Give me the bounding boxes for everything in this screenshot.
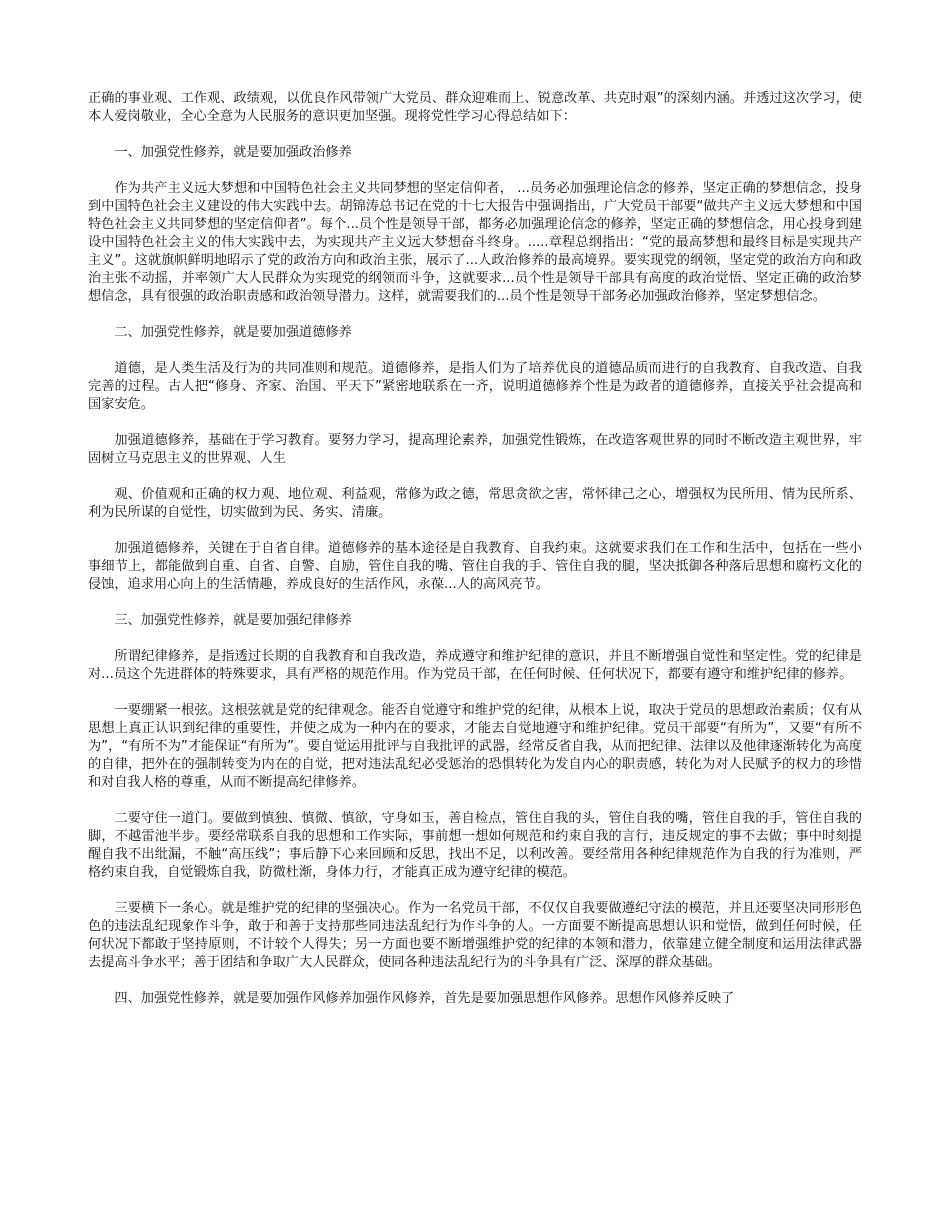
paragraph-gap [88,468,862,486]
body-paragraph: 一要绷紧一根弦。这根弦就是党的纪律观念。能否自觉遵守和维护党的纪律，从根本上说，取决于党员的思想政治素质；仅有从思想上真正认识到纪律的重要性，并使之成为一种内在的要求，才能去自觉地遵守和维护纪律。党员干部要“有所为”，又要“有所不为”，“有所不为”才能保证“有所为”。要自觉运用批评与自我批评的武器，经常反省自我，从而把纪律、法律以及他律逐渐转化为高度的自律，把外在的强制转变为内在的自觉，把对违法乱纪必受惩治的恐惧转化为发自内心的职责感，转化为对人民赋予的权力的珍惜和对自我人格的尊重，从而不断提高纪律修养。 [88,703,862,790]
body-paragraph: 三要横下一条心。就是维护党的纪律的坚强决心。作为一名党员干部，不仅仅自我要做遵纪守法的模范，并且还要坚决同形形色色的违法乱纪现象作斗争，敢于和善于支持那些同违法乱纪行为作斗争的人。一方面要不断提高思想认识和觉悟，做到任何时候，任何状况下都敢于坚持原则，不计较个人得失；另一方面也要不断增强维护党的纪律的本领和潜力，依靠建立健全制度和运用法律武器去提高斗争水平；善于团结和争取广大人民群众，使同各种违法乱纪行为的斗争具有广泛、深厚的群众基础。 [88,901,862,970]
paragraph-gap [88,162,862,180]
section-heading-3: 三、加强党性修养，就是要加强纪律修养 [114,613,352,628]
paragraph-gap [88,414,862,432]
body-paragraph: 二要守住一道门。要做到慎独、慎微、慎欲，守身如玉，善自检点，管住自我的头，管住自我的嘴，管住自我的手，管住自我的脚，不越雷池半步。要经常联系自我的思想和工作实际，事前想一想如何规范和约束自我的言行，违反规定的事不去做；事中时刻提醒自我不出纰漏，不触“高压线”；事后静下心来回顾和反思，找出不足，以利改善。要经常用各种纪律规范作为自我的行为准则，严格约束自我，自觉锻炼自我，防微杜渐，身体力行，才能真正成为遵守纪律的模范。 [88,811,862,880]
paragraph-gap [88,630,862,648]
body-paragraph: 道德，是人类生活及行为的共同准则和规范。道德修养，是指人们为了培养优良的道德品质而进行的自我教育、自我改造、自我完善的过程。古人把“修身、齐家、治国、平天下”紧密地联系在一齐，说明道德修养个性是为政者的道德修养，直接关乎社会提高和国家安危。 [88,361,862,412]
section-heading-1: 一、加强党性修养，就是要加强政治修养 [114,145,352,160]
paragraph-gap [88,882,862,900]
paragraph-gap [88,126,862,144]
paragraph-gap [88,522,862,540]
body-paragraph: 四、加强党性修养，就是要加强作风修养加强作风修养，首先是要加强思想作风修养。思想作风修养反映了 [114,991,735,1006]
paragraph-gap [88,792,862,810]
body-paragraph: 加强道德修养，关键在于自省自律。道德修养的基本途径是自我教育、自我约束。这就要求我们在工作和生活中，包括在一些小事细节上，都能做到自重、自省、自警、自励，管住自我的嘴、管住自我的手、管住自我的腿，坚决抵御各种落后思想和腐朽文化的侵蚀，追求用心向上的生活情趣，养成良好的生活作风，永葆...人的高风亮节。 [88,541,862,592]
paragraph-gap [88,684,862,702]
paragraph-gap [88,594,862,612]
body-paragraph: 作为共产主义远大梦想和中国特色社会主义共同梦想的坚定信仰者， ...员务必加强理论信念的修养，坚定正确的梦想信念，投身到中国特色社会主义建设的伟大实践中去。胡锦涛总书记在党的十七大报告中强调指出，广大党员干部要“做共产主义远大梦想和中国特色社会主义共同梦想的坚定信仰者”。每个...员个性是领导干部，都务必加强理论信念的修养，坚定正确的梦想信念，用心投身到建设中国特色社会主义的伟大实践中去，为实现共产主义远大梦想奋斗终身。.....章程总纲指出：“党的最高梦想和最终目标是实现共产主义”。这就旗帜鲜明地昭示了党的政治方向和政治主张，展示了...人政治修养的最高境界。要实现党的纲领，坚定党的政治方向和政治主张不动摇，并率领广大人民群众为实现党的纲领而斗争，这就要求...员个性是领导干部具有高度的政治觉悟、坚定正确的政治梦想信念，具有很强的政治职责感和政治领导潜力。这样，就需要我们的...员个性是领导干部务必加强政治修养，坚定梦想信念。 [88,181,862,304]
section-heading-2: 二、加强党性修养，就是要加强道德修养 [114,325,352,340]
paragraph-gap [88,972,862,990]
intro-paragraph: 正确的事业观、工作观、政绩观，以优良作风带领广大党员、群众迎难而上、锐意改革、共克时艰”的深刻内涵。并透过这次学习，使本人爱岗敬业，全心全意为人民服务的意识更加坚强。现将党性学习心得总结如下： [88,91,862,124]
body-paragraph: 加强道德修养，基础在于学习教育。要努力学习，提高理论素养，加强党性锻炼，在改造客观世界的同时不断改造主观世界，牢固树立马克思主义的世界观、人生 [88,433,862,466]
body-paragraph: 观、价值观和正确的权力观、地位观、利益观，常修为政之德，常思贪欲之害，常怀律己之心，增强权为民所用、情为民所系、利为民所谋的自觉性，切实做到为民、务实、清廉。 [88,487,862,520]
paragraph-gap [88,342,862,360]
paragraph-gap [88,306,862,324]
body-paragraph: 所谓纪律修养，是指透过长期的自我教育和自我改造，养成遵守和维护纪律的意识，并且不断增强自觉性和坚定性。党的纪律是对...员这个先进群体的特殊要求，具有严格的规范作用。作为党员干部，在任何时候、任何状况下，都要有遵守和维护纪律的修养。 [88,649,862,682]
